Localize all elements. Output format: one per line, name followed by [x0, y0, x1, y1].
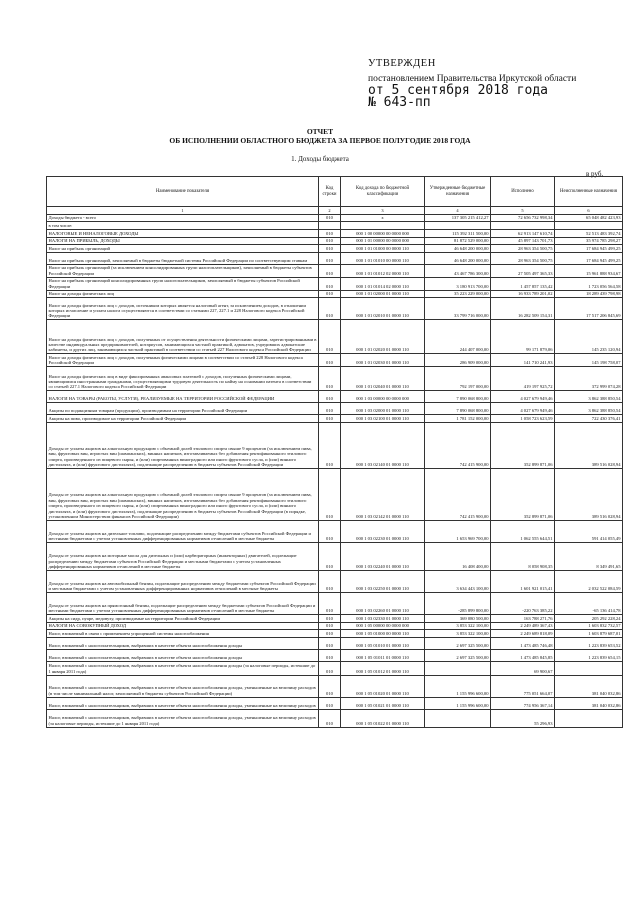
row-name: НАЛОГИ НА СОВОКУПНЫЙ ДОХОД: [47, 622, 319, 630]
row-plan: [425, 661, 491, 675]
row-kbk: 000 1 01 01010 00 0000 110: [341, 252, 425, 264]
row-executed: 1 473 485 746,48: [491, 637, 555, 649]
row-unexecuted: 17 684 945 499,25: [555, 252, 623, 264]
row-executed: 2 249 689 818,09: [491, 630, 555, 638]
row-executed: 16 933 789 201,02: [491, 290, 555, 298]
row-plan: 2 697 325 500,00: [425, 649, 491, 661]
row-name: Акцизы по подакцизным товарам (продукции), производимым на территории Российской Федерации: [47, 403, 319, 415]
row-executed: 352 899 871,06: [491, 468, 555, 520]
table-row: [47, 661, 623, 675]
table-row: [47, 252, 623, 264]
row-name: Налог на доходы физических лиц с доходов, полученных физическими лицами в соответствии со статьей 228 Налогового кодекса Российской Федерации: [47, 354, 319, 367]
row-name: НАЛОГИ НА ТОВАРЫ (РАБОТЫ, УСЛУГИ), РЕАЛИЗУЕМЫЕ НА ТЕРРИТОРИИ РОССИЙСКОЙ ФЕДЕРАЦИИ: [47, 391, 319, 403]
row-unexecuted: 145 198 758,07: [555, 354, 623, 367]
column-number: 2: [319, 207, 341, 215]
row-code: 010: [319, 264, 341, 277]
row-kbk: 000 1 01 01014 02 0000 110: [341, 277, 425, 290]
row-kbk: 000 1 03 02000 01 0000 110: [341, 403, 425, 415]
row-executed: 8 058 908,35: [491, 542, 555, 570]
row-kbk: x: [341, 214, 425, 222]
row-executed: 352 899 871,06: [491, 422, 555, 468]
approval-block: [368, 58, 630, 109]
row-code: 010: [319, 422, 341, 468]
row-code: 010: [319, 637, 341, 649]
table-row: [47, 570, 623, 592]
table-row: [47, 277, 623, 290]
table-row: [47, 637, 623, 649]
row-kbk: 000 1 05 01020 01 0000 110: [341, 675, 425, 697]
header-kbk: Код дохода по бюджетной классификации: [341, 177, 425, 207]
table-row: [47, 229, 623, 237]
row-code: 010: [319, 298, 341, 320]
row-plan: 33 799 716 000,00: [425, 298, 491, 320]
row-code: 010: [319, 354, 341, 367]
row-plan: 2 697 325 500,00: [425, 637, 491, 649]
row-plan: 1 155 996 600,00: [425, 697, 491, 709]
row-plan: -285 899 800,00: [425, 592, 491, 614]
row-plan: 1 781 152 000,00: [425, 415, 491, 423]
table-row: [47, 649, 623, 661]
header-plan: Утвержденные бюджетные назначения: [425, 177, 491, 207]
table-row: [47, 622, 623, 630]
row-kbk: 000 1 05 01012 01 0000 110: [341, 661, 425, 675]
row-unexecuted: 591 414 055,49: [555, 520, 623, 542]
table-header-row: [47, 177, 623, 207]
row-executed: 163 788 271,76: [491, 614, 555, 622]
row-plan: 137 305 215 412,27: [425, 214, 491, 222]
row-unexecuted: 15 961 888 934,67: [555, 264, 623, 277]
row-plan: 286 909 000,00: [425, 354, 491, 367]
approval-authority: постановлением Правительства Иркутской области: [368, 74, 577, 84]
row-name: Доходы от уплаты акцизов на прямогонный бензин, подлежащие распределению между бюджетами субъектов Российской Федерации и местными бюджетами с учетом установленных дифференцированных нормативов отчислений в местные бюджеты: [47, 592, 319, 614]
section-title: 1. Доходы бюджета: [291, 155, 349, 163]
row-code: 010: [319, 630, 341, 638]
row-code: 010: [319, 320, 341, 354]
row-plan: 115 392 311 500,00: [425, 229, 491, 237]
row-name: Доходы от уплаты акцизов на алкогольную продукцию с объемной долей этилового спирта свыше 9 процентов (за исключением пива, вин, фруктовых вин, игристых вин (шампанских), винных напитков, изготавливаемых без добавления ректификованного этилового спирта, произведенного из пищевого сырья, и (или) спиртованных виноградного или иного фруктового сусла, и (или) винного дистиллята, и (или) фруктового дистиллята), подлежащие распределению в бюджеты субъектов Российской Федерации (в порядке, установленном Министерством финансов Российской Федерации): [47, 468, 319, 520]
row-kbk: 000 1 05 01021 01 0000 110: [341, 697, 425, 709]
row-plan: 3 180 913 700,00: [425, 277, 491, 290]
row-kbk: 000 1 01 01000 00 0000 110: [341, 245, 425, 253]
table-row: [47, 468, 623, 520]
table-row: [47, 245, 623, 253]
table-row: [47, 298, 623, 320]
row-unexecuted: 8 349 491,65: [555, 542, 623, 570]
row-name: Акцизы на сидр, пуаре, медовуху, производимые на территории Российской Федерации: [47, 614, 319, 622]
row-unexecuted: 381 040 032,86: [555, 697, 623, 709]
row-kbk: 000 1 01 02010 01 0000 110: [341, 298, 425, 320]
table-row: [47, 264, 623, 277]
row-code: 010: [319, 237, 341, 245]
row-name: Налог на прибыль организаций консолидированных групп налогоплательщиков, зачисляемый в бюджеты субъектов Российской Федерации: [47, 277, 319, 290]
row-name: Доходы бюджета - всего: [47, 214, 319, 222]
row-code: 010: [319, 709, 341, 727]
column-number: 6: [555, 207, 623, 215]
row-unexecuted: 372 999 074,28: [555, 367, 623, 391]
row-plan: 244 407 000,00: [425, 320, 491, 354]
row-code: 010: [319, 468, 341, 520]
row-executed: 2 249 489 367,43: [491, 622, 555, 630]
row-code: 010: [319, 403, 341, 415]
row-kbk: 000 1 05 00000 00 0000 000: [341, 622, 425, 630]
row-name: Акцизы на пиво, производимое на территории Российской Федерации: [47, 415, 319, 423]
row-kbk: 000 1 03 02330 01 0000 110: [341, 614, 425, 622]
row-plan: 35 223 229 000,00: [425, 290, 491, 298]
row-code: 010: [319, 542, 341, 570]
row-name: НАЛОГИ НА ПРИБЫЛЬ, ДОХОДЫ: [47, 237, 319, 245]
row-executed: 1 062 555 644,51: [491, 520, 555, 542]
row-name: в том числе:: [47, 222, 319, 230]
row-kbk: 000 1 03 02142 01 0000 110: [341, 468, 425, 520]
row-executed: 1 457 857 135,42: [491, 277, 555, 290]
row-plan: 43 467 786 300,00: [425, 264, 491, 277]
row-executed: 99 171 879,06: [491, 320, 555, 354]
row-executed: 774 956 367,14: [491, 697, 555, 709]
row-plan: 3 634 443 100,00: [425, 570, 491, 592]
row-code: 010: [319, 245, 341, 253]
row-unexecuted: 1 223 839 653,52: [555, 637, 623, 649]
row-executed: 69 900,67: [491, 661, 555, 675]
table-row: [47, 290, 623, 298]
row-kbk: 000 1 01 02040 01 0000 110: [341, 367, 425, 391]
row-unexecuted: [555, 709, 623, 727]
row-name: Налог на доходы физических лиц с доходов, источником которых является налоговый агент, за исключением доходов, в отношении которых исчисление и уплата налога осуществляются в соответствии со статьями 227, 227.1 и 228 Налогового кодекса Российской Федерации: [47, 298, 319, 320]
column-numbers-row: [47, 207, 623, 215]
row-code: 010: [319, 214, 341, 222]
row-executed: -220 763 385,22: [491, 592, 555, 614]
table-row: [47, 415, 623, 423]
header-unexecuted: Неисполненные назначения: [555, 177, 623, 207]
column-number: 4: [425, 207, 491, 215]
row-executed: 28 963 354 500,75: [491, 245, 555, 253]
row-plan: [425, 709, 491, 727]
row-unexecuted: 52 513 483 392,74: [555, 229, 623, 237]
income-table: [46, 176, 623, 728]
row-kbk: 000 1 03 02140 01 0000 110: [341, 422, 425, 468]
row-kbk: 000 1 05 01010 01 0000 110: [341, 637, 425, 649]
row-name: Налог, взимаемый с налогоплательщиков, выбравших в качестве объекта налогообложения доходы (за налоговые периоды, истекшие до 1 января 2011 года): [47, 661, 319, 675]
row-plan: 7 890 068 800,00: [425, 391, 491, 403]
row-kbk: 000 1 03 02250 01 0000 110: [341, 570, 425, 592]
row-executed: 28 963 354 500,75: [491, 252, 555, 264]
row-unexecuted: [555, 661, 623, 675]
row-kbk: 000 1 01 00000 00 0000 000: [341, 237, 425, 245]
row-plan: 46 648 200 000,00: [425, 252, 491, 264]
row-executed: 72 656 732 998,34: [491, 214, 555, 222]
row-plan: 742 415 900,00: [425, 468, 491, 520]
row-kbk: [341, 222, 425, 230]
row-kbk: 000 1 03 00000 00 0000 000: [341, 391, 425, 403]
table-row: [47, 520, 623, 542]
row-unexecuted: 3 862 388 850,54: [555, 391, 623, 403]
row-kbk: 000 1 01 01012 02 0000 110: [341, 264, 425, 277]
table-row: [47, 320, 623, 354]
row-plan: 1 155 996 600,00: [425, 675, 491, 697]
row-code: [319, 222, 341, 230]
row-plan: 792 197 000,00: [425, 367, 491, 391]
table-row: [47, 214, 623, 222]
row-code: 010: [319, 622, 341, 630]
row-name: Налог на прибыль организаций: [47, 245, 319, 253]
row-kbk: 000 1 05 01011 01 0000 110: [341, 649, 425, 661]
row-code: 010: [319, 661, 341, 675]
row-name: Налог на доходы физических лиц в виде фиксированных авансовых платежей с доходов, полученных физическими лицами, являющимися иностранными гражданами, осуществляющими трудовую деятельность по найму на основании патента в соответствии со статьей 227.1 Налогового кодекса Российской Федерации: [47, 367, 319, 391]
row-unexecuted: 1 603 832 732,57: [555, 622, 623, 630]
row-unexecuted: 389 516 028,94: [555, 422, 623, 468]
row-unexecuted: 2 032 522 084,59: [555, 570, 623, 592]
row-kbk: 000 1 00 00000 00 0000 000: [341, 229, 425, 237]
row-executed: 27 505 497 365,33: [491, 264, 555, 277]
header-name: Наименование показателя: [47, 177, 319, 207]
row-executed: 16 282 509 154,31: [491, 298, 555, 320]
column-number: 5: [491, 207, 555, 215]
row-plan: 7 890 068 800,00: [425, 403, 491, 415]
table-row: [47, 391, 623, 403]
row-plan: 1 653 969 700,00: [425, 520, 491, 542]
approval-number: № 643-пп: [368, 95, 431, 110]
row-plan: 3 853 322 100,00: [425, 630, 491, 638]
row-executed: 1 601 921 015,41: [491, 570, 555, 592]
row-name: НАЛОГОВЫЕ И НЕНАЛОГОВЫЕ ДОХОДЫ: [47, 229, 319, 237]
row-name: Налог на доходы физических лиц: [47, 290, 319, 298]
row-code: 010: [319, 415, 341, 423]
table-body: [47, 214, 623, 727]
row-name: Налог, взимаемый в связи с применением упрощенной системы налогообложения: [47, 630, 319, 638]
table-row: [47, 542, 623, 570]
row-name: Налог на доходы физических лиц с доходов, полученных от осуществления деятельности физическими лицами, зарегистрированными в качестве индивидуальных предпринимателей, нотариусов, занимающихся частной практикой, адвокатов, учредивших адвокатские кабинеты, и других лиц, занимающихся частной практикой в соответствии со статьей 227 Налогового кодекса Российской Федерации: [47, 320, 319, 354]
row-kbk: 000 1 01 02020 01 0000 110: [341, 320, 425, 354]
table-row: [47, 422, 623, 468]
row-kbk: 000 1 03 02230 01 0000 110: [341, 520, 425, 542]
row-executed: 1 058 723 623,59: [491, 415, 555, 423]
report-title: ОТЧЕТ: [306, 127, 334, 136]
column-number: 3: [341, 207, 425, 215]
row-name: Налог на прибыль организаций, зачисляемый в бюджеты бюджетной системы Российской Федерации по соответствующим ставкам: [47, 252, 319, 264]
row-unexecuted: 17 684 945 499,25: [555, 245, 623, 253]
row-name: Налог, взимаемый с налогоплательщиков, выбравших в качестве объекта налогообложения доходы: [47, 649, 319, 661]
row-kbk: 000 1 05 01022 01 0000 110: [341, 709, 425, 727]
row-name: Доходы от уплаты акцизов на алкогольную продукцию с объемной долей этилового спирта свыше 9 процентов (за исключением пива, вин, фруктовых вин, игристых вин (шампанских), винных напитков, изготавливаемых без добавления ректификованного этилового спирта, произведенного из пищевого сырья, и (или) спиртованных виноградного или иного фруктового сусла, и (или) винного дистиллята, и (или) фруктового дистиллята), подлежащие распределению в бюджеты субъектов Российской Федерации: [47, 422, 319, 468]
row-code: 010: [319, 520, 341, 542]
table-row: [47, 237, 623, 245]
report-subtitle: ОБ ИСПОЛНЕНИИ ОБЛАСТНОГО БЮДЖЕТА ЗА ПЕРВОЕ ПОЛУГОДИЕ 2018 ГОДА: [169, 136, 471, 145]
row-plan: 16 408 400,00: [425, 542, 491, 570]
header-code: Код строки: [319, 177, 341, 207]
row-unexecuted: 722 430 376,41: [555, 415, 623, 423]
row-executed: 62 913 147 610,74: [491, 229, 555, 237]
row-code: 010: [319, 675, 341, 697]
row-name: Налог, взимаемый с налогоплательщиков, выбравших в качестве объекта налогообложения доходы: [47, 637, 319, 649]
table-row: [47, 592, 623, 614]
row-kbk: 000 1 05 01000 00 0000 110: [341, 630, 425, 638]
row-name: Налог, взимаемый с налогоплательщиков, выбравших в качестве объекта налогообложения доходы, уменьшенные на величину расходов: [47, 697, 319, 709]
row-plan: 369 080 500,00: [425, 614, 491, 622]
row-name: Доходы от уплаты акцизов на моторные масла для дизельных и (или) карбюраторных (инжекторных) двигателей, подлежащие распределению между бюджетами субъектов Российской Федерации и местными бюджетами с учетом установленных дифференцированных нормативов отчислений в местные бюджеты: [47, 542, 319, 570]
row-name: Налог, взимаемый с налогоплательщиков, выбравших в качестве объекта налогообложения доходы, уменьшенные на величину расходов (за налоговые периоды, истекшие до 1 января 2011 года): [47, 709, 319, 727]
row-kbk: 000 1 03 02260 01 0000 110: [341, 592, 425, 614]
row-plan: 46 648 200 000,00: [425, 245, 491, 253]
approval-title: УТВЕРЖДЕН: [368, 58, 436, 69]
column-number: 1: [47, 207, 319, 215]
row-plan: 3 853 322 100,00: [425, 622, 491, 630]
row-code: 010: [319, 277, 341, 290]
row-unexecuted: 145 235 120,94: [555, 320, 623, 354]
row-unexecuted: 35 974 785 298,27: [555, 237, 623, 245]
row-name: Налог на прибыль организаций (за исключением консолидированных групп налогоплательщиков), зачисляемый в бюджеты субъектов Российской Федерации: [47, 264, 319, 277]
row-kbk: 000 1 03 02240 01 0000 110: [341, 542, 425, 570]
row-code: 010: [319, 367, 341, 391]
row-name: Доходы от уплаты акцизов на автомобильный бензин, подлежащие распределению между бюджетами субъектов Российской Федерации и местными бюджетами с учетом установленных дифференцированных нормативов отчислений в местные бюджеты: [47, 570, 319, 592]
table-row: [47, 403, 623, 415]
row-executed: 419 197 925,72: [491, 367, 555, 391]
row-code: 010: [319, 649, 341, 661]
row-unexecuted: 3 862 388 850,54: [555, 403, 623, 415]
table-row: [47, 222, 623, 230]
row-executed: [491, 222, 555, 230]
row-executed: 141 710 241,93: [491, 354, 555, 367]
row-code: 010: [319, 592, 341, 614]
row-executed: 55 296,93: [491, 709, 555, 727]
row-unexecuted: [555, 222, 623, 230]
row-code: 010: [319, 290, 341, 298]
row-plan: [425, 222, 491, 230]
row-plan: 742 415 900,00: [425, 422, 491, 468]
row-unexecuted: 17 517 206 845,69: [555, 298, 623, 320]
row-unexecuted: 389 516 028,94: [555, 468, 623, 520]
row-code: 010: [319, 614, 341, 622]
row-executed: 775 051 664,07: [491, 675, 555, 697]
row-code: 010: [319, 252, 341, 264]
table-row: [47, 675, 623, 697]
row-unexecuted: 381 040 032,86: [555, 675, 623, 697]
row-name: Доходы от уплаты акцизов на дизельное топливо, подлежащие распределению между бюджетами субъектов Российской Федерации и местными бюджетами с учетом установленных дифференцированных нормативов отчислений в местные бюджеты: [47, 520, 319, 542]
row-unexecuted: 1 723 056 564,58: [555, 277, 623, 290]
unit-label: в руб.: [586, 170, 604, 178]
row-kbk: 000 1 01 02030 01 0000 110: [341, 354, 425, 367]
header-executed: Исполнено: [491, 177, 555, 207]
table-row: [47, 614, 623, 622]
row-code: 010: [319, 229, 341, 237]
row-code: 010: [319, 697, 341, 709]
table-row: [47, 367, 623, 391]
row-code: 010: [319, 570, 341, 592]
row-executed: 45 897 143 701,73: [491, 237, 555, 245]
row-kbk: 000 1 01 02000 01 0000 110: [341, 290, 425, 298]
row-unexecuted: 205 292 228,24: [555, 614, 623, 622]
table-row: [47, 354, 623, 367]
row-executed: 4 027 679 949,46: [491, 391, 555, 403]
row-code: 010: [319, 391, 341, 403]
table-row: [47, 630, 623, 638]
row-unexecuted: 1 603 879 687,01: [555, 630, 623, 638]
row-unexecuted: 65 048 482 423,93: [555, 214, 623, 222]
row-unexecuted: -65 136 414,78: [555, 592, 623, 614]
row-plan: 81 872 529 000,00: [425, 237, 491, 245]
row-unexecuted: 1 223 839 654,15: [555, 649, 623, 661]
row-kbk: 000 1 03 02100 01 0000 110: [341, 415, 425, 423]
approval-date: от 5 сентября 2018 года: [368, 83, 549, 98]
table-row: [47, 709, 623, 727]
row-executed: 1 473 485 845,85: [491, 649, 555, 661]
row-name: Налог, взимаемый с налогоплательщиков, выбравших в качестве объекта налогообложения доходы, уменьшенные на величину расходов (в том числе минимальный налог, зачисляемый в бюджеты субъектов Российской Федерации): [47, 675, 319, 697]
row-executed: 4 027 679 949,46: [491, 403, 555, 415]
table-row: [47, 697, 623, 709]
row-unexecuted: 18 289 439 798,98: [555, 290, 623, 298]
